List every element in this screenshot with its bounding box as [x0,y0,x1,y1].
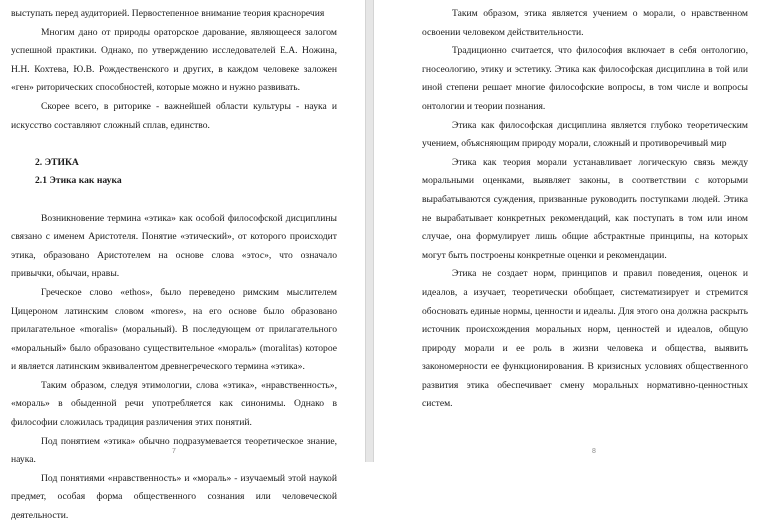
paragraph: Под понятием «этика» обычно подразумевается теоретическое знание, наука. [11,435,337,466]
paragraph: выступать перед аудиторией. Первостепенное внимание теория красноречия [11,8,325,19]
paragraph: Возникновение термина «этика» как особой философской дисциплины связано с именем Аристотеля. Понятие «этический», от которого происходит этика, образовано Аристотелем на основе слова «этос», что означало привычки, обычаи, нравы. [11,212,337,280]
paragraph: Этика как теория морали устанавливает логическую связь между моральными оценками, выявляет законы, в соответствии с которыми вырабатываются суждения, призванные руководить поступками людей. Этика не вырабатывает конкретных рекомендаций, как поступать в том или ином случае, она формулирует лишь общие абстрактные принципы, на которых могут быть построены конкретные оценки и рекомендации. [422,156,748,261]
document-page-8 [374,0,768,462]
paragraph: Этика как философская дисциплина является глубоко теоретическим учением, объясняющим природу морали, сложный и противоречивый мир [422,119,748,150]
page-number: 7 [172,448,176,455]
paragraph: Греческое слово «ethos», было переведено римским мыслителем Цицероном латинским словом «mores», на его основе было образовано прилагательное «moralis» (моральный). В последующем от прилагательного «моральный» было образовано существительное «мораль» (moralitas) которое и является латинским эквивалентом древнегреческого термина «этика». [11,286,337,373]
paragraph: Таким образом, следуя этимологии, слова «этика», «нравственность», «мораль» в обыденной речи употребляется как синонимы. Однако в философии сложилась традиция различения этих понятий. [11,379,337,429]
paragraph: Таким образом, этика является учением о морали, о нравственном освоении человеком действительности. [422,8,748,38]
section-heading: 2. ЭТИКА [35,156,79,168]
page-separator [365,0,374,462]
paragraph: Под понятиями «нравственность» и «мораль» - изучаемый этой наукой предмет, особая форма общественного сознания или человеческой деятельности. [11,472,337,522]
subsection-heading: 2.1 Этика как наука [35,175,122,187]
paragraph: Многим дано от природы ораторское дарование, являющееся залогом успешной практики. Однако, по утверждению исследователей Е.А. Ножина, Н.Н. Кохтева, Ю.В. Рождественского и других, в каждом человеке заложен «ген» риторических способностей, которые можно и нужно развивать. [11,26,337,94]
page-body [422,5,748,414]
paragraph: Скорее всего, в риторике - важнейшей области культуры - наука и искусство составляют сложный сплав, единство. [11,100,337,131]
document-page-7 [0,0,365,522]
page-number: 8 [592,448,596,455]
paragraph: Этика не создает норм, принципов и правил поведения, оценок и идеалов, а изучает, теоретически обобщает, систематизирует и стремится обосновать единые нормы, ценности и идеалы. Для этого она должна раскрыть источник происхождения моральных норм, ценностей и идеалов, общую природу морали и ее роль в жизни человека и общества, выявить закономерности ее функционирования. В кризисных условиях общественного развития этика обеспечивает смену моральных нормативно-ценностных систем. [422,268,748,410]
paragraph: Традиционно считается, что философия включает в себя онтологию, гносеологию, этику и эстетику. Этика как философская дисциплина в той или иной степени решает многие философские вопросы, в том числе и вопросы онтологии и теории познания. [422,45,748,112]
